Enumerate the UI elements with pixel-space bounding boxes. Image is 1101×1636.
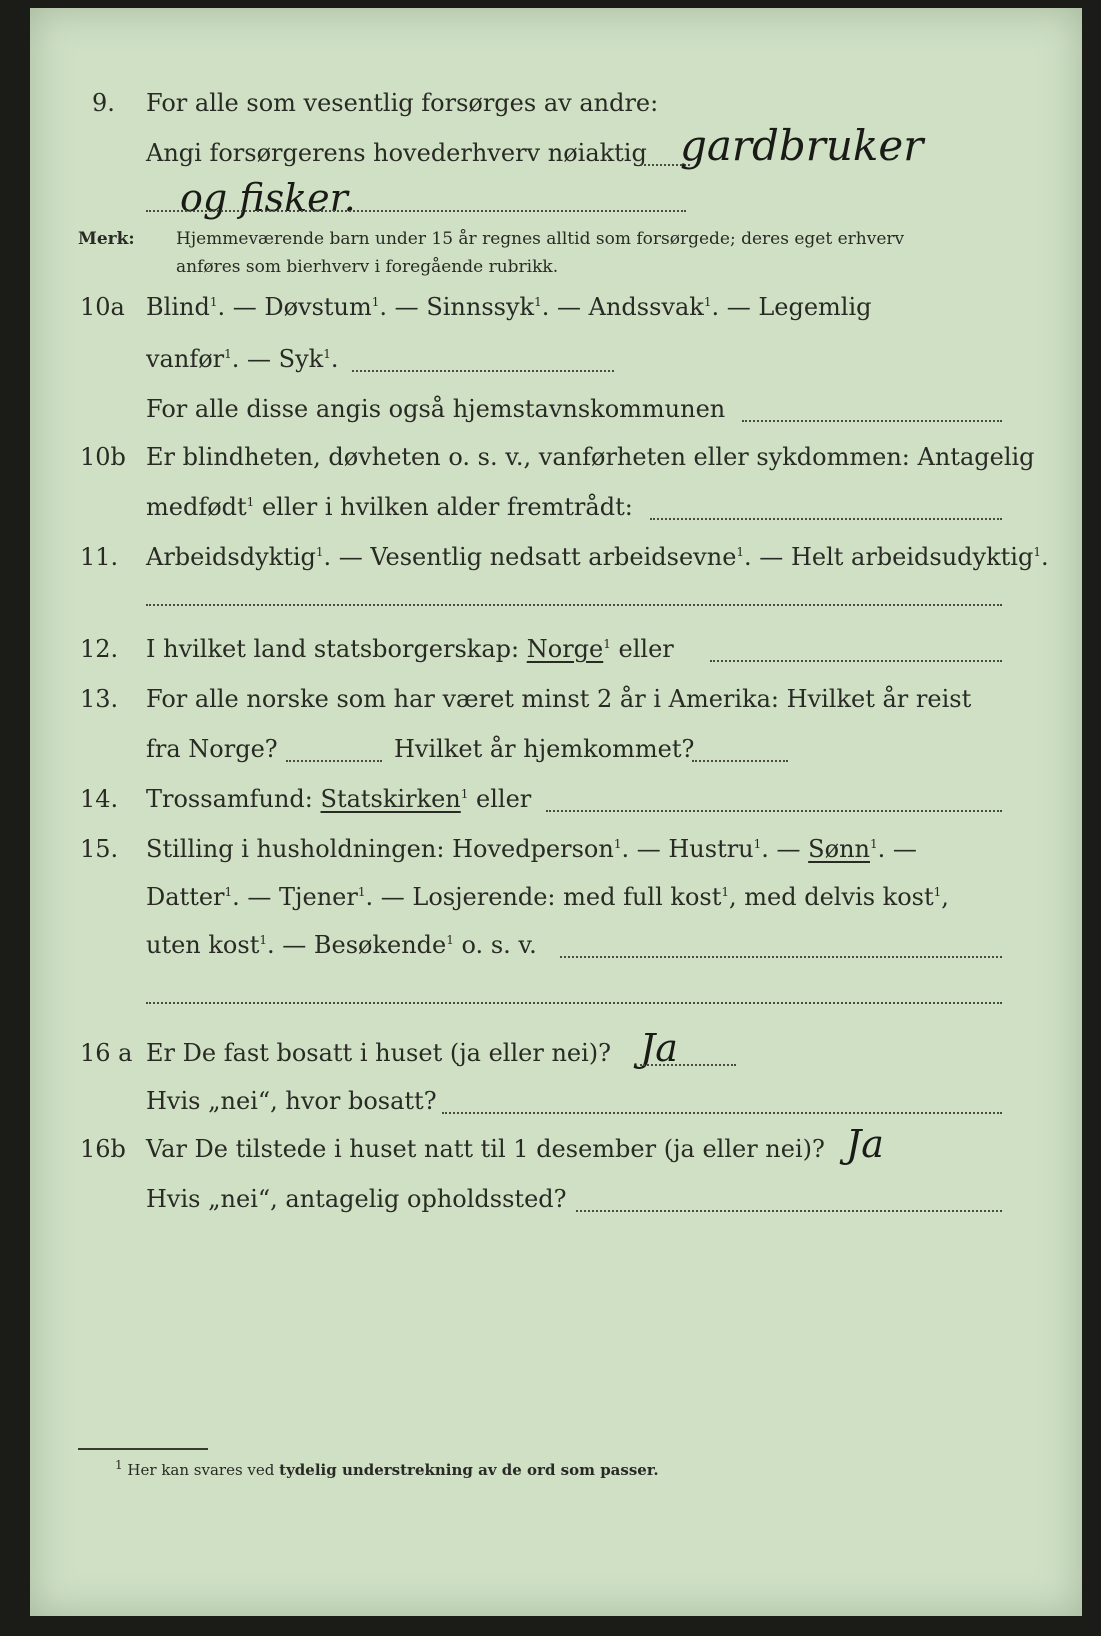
q16a-bosatt-leader: [442, 1112, 1002, 1114]
q14-post: eller: [476, 785, 532, 813]
q14-leader: [546, 810, 1002, 812]
q14-number: 14.: [80, 785, 119, 813]
q10a-andssvak: Andssvak: [588, 293, 704, 321]
q14-pre: Trossamfund:: [146, 785, 313, 813]
q15-line2: Datter$^1$. — Tjener$^1$. — Losjerende: med full kost$^1$, med delvis kost$^1$,: [146, 883, 949, 911]
q16b-line1: Var De tilstede i huset natt til 1 desember (ja eller nei)?: [146, 1135, 825, 1163]
footnote-mark: 1: [115, 1458, 123, 1472]
q16b-line2: Hvis „nei“, antagelig opholdssted?: [146, 1185, 567, 1213]
q15-uten: uten kost: [146, 931, 260, 959]
q10a-hjemstavn-leader: [742, 420, 1002, 422]
q10a-sinnssyk: Sinnssyk: [426, 293, 535, 321]
q12-norge: Norge: [526, 635, 604, 663]
q11-arbeidsdyktig: Arbeidsdyktig: [146, 543, 316, 571]
q15-line3: uten kost$^1$. — Besøkende$^1$ o. s. v.: [146, 931, 537, 959]
q10b-line2-rest: eller i hvilken alder fremtrådt:: [261, 493, 633, 521]
q15-number: 15.: [80, 835, 119, 863]
q15-sonn: Sønn: [808, 835, 870, 863]
q15-hustru: Hustru: [668, 835, 754, 863]
q11-answer-line: [146, 604, 1002, 606]
census-form-page: [30, 8, 1082, 1616]
q10b-line2: medfødt$^1$ eller i hvilken alder fremtrådt:: [146, 493, 633, 521]
footnote: [115, 1460, 659, 1480]
q15-datter: Datter: [146, 883, 225, 911]
q16b-leader: [576, 1210, 1002, 1212]
q15-hovedperson: Hovedperson: [452, 835, 614, 863]
q16a-number: 16 a: [80, 1039, 133, 1067]
q10a-vanfor: vanfør: [146, 345, 225, 373]
q13-hjemkommet-leader: [692, 760, 788, 762]
q10a-syk: Syk: [278, 345, 324, 373]
q9-answer-occupation-2: og fisker.: [180, 176, 356, 220]
q9-line1: For alle som vesentlig forsørges av andre:: [146, 89, 659, 117]
q10b-medfodt: medfødt: [146, 493, 247, 521]
q11-nedsatt: Vesentlig nedsatt arbeidsevne: [370, 543, 737, 571]
q15-tjener: Tjener: [279, 883, 358, 911]
merk-line1: Hjemmeværende barn under 15 år regnes alltid som forsørgede; deres eget erhverv: [176, 229, 905, 249]
q16a-leader: [640, 1064, 736, 1066]
q11-line: Arbeidsdyktig$^1$. — Vesentlig nedsatt arbeidsevne$^1$. — Helt arbeidsudyktig$^1$.: [146, 543, 1049, 571]
q15-leader: [560, 956, 1002, 958]
q10a-dovstum: Døvstum: [264, 293, 372, 321]
q12-line: I hvilket land statsborgerskap: Norge$^1$ eller: [146, 635, 674, 663]
q16b-number: 16b: [80, 1135, 126, 1163]
q11-number: 11.: [80, 543, 119, 571]
q15-line1: Stilling i husholdningen: Hovedperson$^1$. — Hustru$^1$. — Sønn$^1$. —: [146, 835, 917, 863]
q12-post: eller: [618, 635, 674, 663]
q9-answer-occupation: gardbruker: [680, 121, 924, 170]
q15-osv: o. s. v.: [461, 931, 537, 959]
q15-delvis: med delvis kost: [744, 883, 934, 911]
q15-losjerende: Losjerende: med full kost: [412, 883, 722, 911]
q10b-number: 10b: [80, 443, 126, 471]
q12-leader: [710, 660, 1002, 662]
footnote-plain: Her kan svares ved: [127, 1461, 275, 1479]
q15-pre: Stilling i husholdningen:: [146, 835, 445, 863]
q16b-answer: Ja: [846, 1122, 884, 1166]
q14-statskirken: Statskirken: [320, 785, 461, 813]
q13-reist-leader: [286, 760, 382, 762]
q10a-syk-leader: [352, 370, 614, 372]
merk-label: Merk:: [78, 229, 135, 249]
q13-reist: fra Norge?: [146, 735, 278, 763]
q10b-line1: Er blindheten, døvheten o. s. v., vanførheten eller sykdommen: Antagelig: [146, 443, 1035, 471]
q15-besokende: Besøkende: [313, 931, 447, 959]
q13-line1: For alle norske som har været minst 2 år i Amerika: Hvilket år reist: [146, 685, 972, 713]
q16a-line2: Hvis „nei“, hvor bosatt?: [146, 1087, 437, 1115]
q10b-leader: [650, 518, 1002, 520]
q16a-line1: Er De fast bosatt i huset (ja eller nei)?: [146, 1039, 612, 1067]
q12-number: 12.: [80, 635, 119, 663]
q9-answer-line: [146, 210, 686, 212]
q15-answer-line: [146, 1002, 1002, 1004]
q10a-line1: Blind$^1$. — Døvstum$^1$. — Sinnssyk$^1$. — Andssvak$^1$. — Legemlig: [146, 293, 872, 321]
q12-pre: I hvilket land statsborgerskap:: [146, 635, 520, 663]
q10a-blind: Blind: [146, 293, 210, 321]
q10a-legemlig: Legemlig: [758, 293, 872, 321]
footnote-bold: tydelig understrekning av de ord som passer.: [279, 1461, 659, 1479]
footnote-rule: [78, 1448, 208, 1450]
q14-line: Trossamfund: Statskirken$^1$ eller: [146, 785, 532, 813]
q16a-answer: Ja: [640, 1026, 678, 1070]
q10a-number: 10a: [80, 293, 125, 321]
q10a-line2: vanfør$^1$. — Syk$^1$.: [146, 345, 339, 373]
q13-number: 13.: [80, 685, 119, 713]
q9-number: 9.: [92, 89, 115, 117]
q13-hjemkommet: Hvilket år hjemkommet?: [394, 735, 695, 763]
merk-line2: anføres som bierhverv i foregående rubrikk.: [176, 257, 559, 277]
q10a-line3: For alle disse angis også hjemstavnskommunen: [146, 395, 726, 423]
q9-line2: Angi forsørgerens hovederhverv nøiaktig: [146, 139, 647, 167]
q11-udyktig: Helt arbeidsudyktig: [790, 543, 1034, 571]
